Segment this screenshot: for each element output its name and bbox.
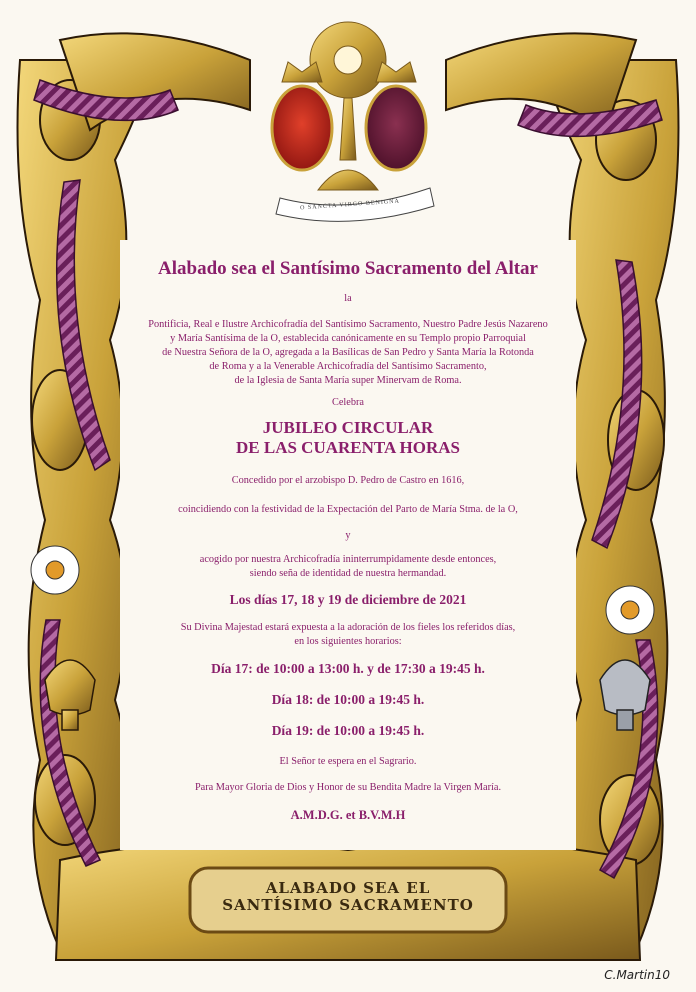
crown-left — [282, 62, 322, 82]
flower-left — [31, 546, 79, 594]
article-la: la — [344, 293, 352, 304]
brotherhood-line-4: de Roma y a la Venerable Archicofradía del Santísimo Sacramento, — [209, 361, 487, 372]
crown-right — [376, 62, 416, 82]
top-emblem — [272, 22, 434, 221]
plaque-text — [200, 880, 496, 914]
y-text: y — [345, 530, 351, 541]
brotherhood-line-2: y María Santísima de la O, establecida canónicamente en su Templo propio Parroquial — [170, 333, 526, 344]
brotherhood-line-3: de Nuestra Señora de la O, agregada a la Basílicas de San Pedro y Santa María la Rotonda — [162, 347, 534, 358]
banner-text: O SANCTA VIRGO BENIGNA — [299, 198, 401, 212]
brotherhood-line-5: de la Iglesia de Santa María super Minervam de Roma. — [234, 375, 462, 386]
glory-text: Para Mayor Gloria de Dios y Honor de su Bendita Madre la Virgen María. — [194, 782, 502, 793]
artist-signature: C.Martin10 — [604, 968, 670, 982]
brotherhood-line-1: Pontificia, Real e Ilustre Archicofradía del Santísimo Sacramento, Nuestro Padre Jesús Nazareno — [148, 319, 548, 330]
red-oval-emblem — [272, 86, 332, 170]
schedule-day-17: Día 17: de 10:00 a 13:00 h. y de 17:30 a 19:45 h. — [211, 661, 485, 676]
schedule-day-19: Día 19: de 10:00 a 19:45 h. — [271, 723, 425, 738]
flower-right — [606, 586, 654, 634]
plaque-line-2: SANTÍSIMO SACRAMENTO — [222, 896, 474, 914]
granted-text: Concedido por el arzobispo D. Pedro de Castro en 1616, — [231, 475, 465, 486]
plaque-line-1: ALABADO SEA EL — [265, 879, 431, 897]
schedule-day-18: Día 18: de 10:00 a 19:45 h. — [271, 692, 425, 707]
welcomed-line-1: acogido por nuestra Archicofradía ininterrumpidamente desde entonces, — [199, 554, 497, 565]
waiting-text: El Señor te espera en el Sagrario. — [279, 756, 417, 767]
page-title: Alabado sea el Santísimo Sacramento del Altar — [158, 258, 538, 279]
jubileo-line-2: DE LAS CUARENTA HORAS — [235, 438, 461, 457]
jubileo-line-1: JUBILEO CIRCULAR — [262, 418, 434, 437]
amdg-text: A.M.D.G. et B.V.M.H — [290, 808, 406, 822]
purple-oval-emblem — [366, 86, 426, 170]
coinciding-text: coincidiendo con la festividad de la Expectación del Parto de María Stma. de la O, — [178, 504, 518, 515]
exposition-line-1: Su Divina Majestad estará expuesta a la adoración de los fieles los referidos días, — [180, 622, 516, 633]
dates-heading: Los días 17, 18 y 19 de diciembre de 2021 — [229, 592, 467, 607]
welcomed-line-2: siendo seña de identidad de nuestra hermandad. — [249, 568, 447, 579]
celebra-text: Celebra — [331, 397, 365, 408]
exposition-line-2: en los siguientes horarios: — [294, 636, 402, 647]
